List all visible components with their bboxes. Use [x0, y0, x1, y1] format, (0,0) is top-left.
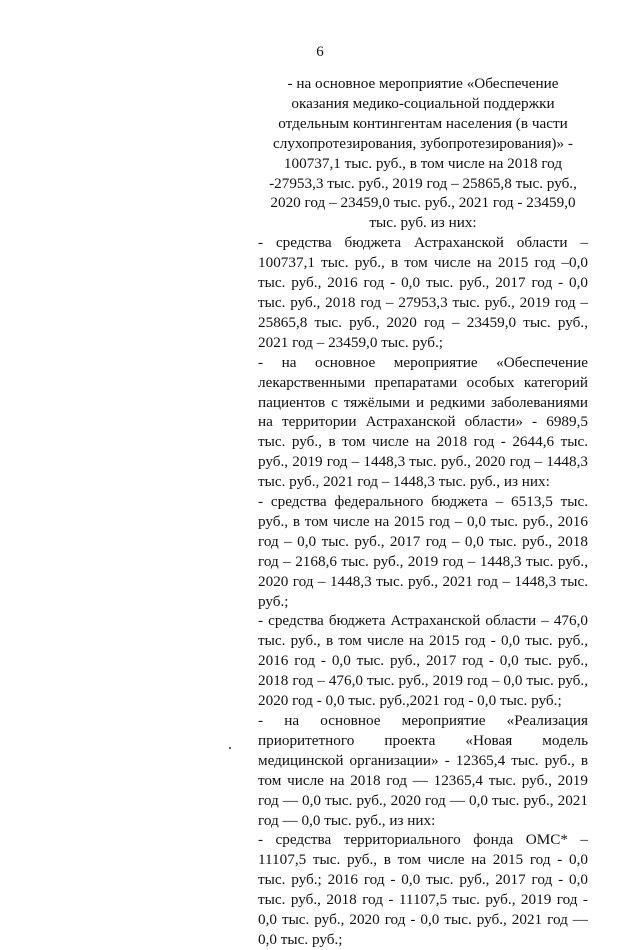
- page-number: 6: [316, 44, 324, 60]
- scan-speck: [229, 747, 231, 749]
- paragraph-federal-budget-drugs: - средства федерального бюджета – 6513,5 тыс. руб., в том числе на 2015 год – 0,0 тыс. руб., 2016 год – 0,0 тыс. руб., 2017 год – 0,0 тыс. руб., 2018 год – 2168,6 тыс. руб., 2019 год – 1448,3 тыс. руб., 2020 год – 1448,3 тыс. руб., 2021 год – 1448,3 тыс. руб.;: [258, 493, 588, 610]
- paragraph-new-model-project: - на основное мероприятие «Реализация приоритетного проекта «Новая модель медицинской организации» - 12365,4 тыс. руб., в том числе на 2018 год — 12365,4 тыс. руб., 2019 год — 0,0 тыс. руб., 2020 год — 0,0 тыс. руб., 2021 год — 0,0 тыс. руб., из них:: [258, 712, 588, 829]
- document-body: [258, 74, 588, 950]
- paragraph-drug-provision: - на основное мероприятие «Обеспечение лекарственными препаратами особых категорий пациентов с тяжёлыми и редкими заболеваниями на территории Астраханской области» - 6989,5 тыс. руб., в том числе на 2018 год - 2644,6 тыс. руб., 2019 год – 1448,3 тыс. руб., 2020 год – 1448,3 тыс. руб., 2021 год – 1448,3 тыс. руб., из них:: [258, 353, 588, 491]
- paragraph-regional-budget-drugs: - средства бюджета Астраханской области – 476,0 тыс. руб., в том числе на 2015 год - 0,0 тыс. руб., 2016 год - 0,0 тыс. руб., 2017 год - 0,0 тыс. руб., 2018 год – 476,0 тыс. руб., 2019 год – 0,0 тыс. руб., 2020 год - 0,0 тыс. руб.,2021 год - 0,0 тыс. руб.;: [258, 612, 588, 710]
- paragraph-regional-budget-medsocial: - средства бюджета Астраханской области – 100737,1 тыс. руб., в том числе на 2015 год –0,0 тыс. руб., 2016 год - 0,0 тыс. руб., 2017 год - 0,0 тыс. руб., 2018 год – 27953,3 тыс. руб., 2019 год – 25865,8 тыс. руб., 2020 год – 23459,0 тыс. руб., 2021 год – 23459,0 тыс. руб.;: [258, 234, 588, 351]
- paragraph-oms-medsocial-support: - на основное мероприятие «Обеспечение оказания медико-социальной поддержки отдельным контингентам населения (в части слухопротезирования, зубопротезирования)» - 100737,1 тыс. руб., в том числе на 2018 год -27953,3 тыс. руб., 2019 год – 25865,8 тыс. руб., 2020 год – 23459,0 тыс. руб., 2021 год - 23459,0 тыс. руб. из них:: [269, 75, 577, 232]
- paragraph-territorial-fund-oms: - средства территориального фонда ОМС* – 11107,5 тыс. руб., в том числе на 2015 год - 0,0 тыс. руб.; 2016 год - 0,0 тыс. руб., 2017 год - 0,0 тыс. руб., 2018 год - 11107,5 тыс. руб., 2019 год - 0,0 тыс. руб., 2020 год - 0,0 тыс. руб., 2021 год — 0,0 тыс. руб.;: [258, 831, 588, 948]
